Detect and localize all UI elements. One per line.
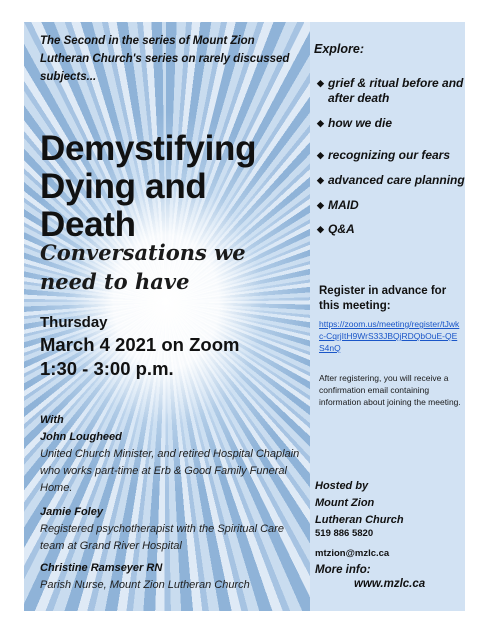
email-address: mtzion@mzlc.ca <box>315 548 390 559</box>
title-line: Dying and <box>40 167 207 206</box>
bullet-icon: ◆ <box>317 200 324 210</box>
topic-text: advanced care planning <box>328 173 465 187</box>
subtitle-line: need to have <box>40 269 190 294</box>
bullet-icon: ◆ <box>317 78 324 88</box>
host-name <box>315 478 463 529</box>
bullet-icon: ◆ <box>317 224 324 234</box>
topic-text: recognizing our fears <box>328 148 451 162</box>
host-line: Lutheran Church <box>315 514 404 526</box>
presenter-description: Registered psychotherapist with the Spiritual Care team at Grand River Hospital <box>40 523 284 552</box>
title-line: Death <box>40 205 136 244</box>
presenter-description: United Church Minister, and retired Hospital Chaplain who works part-time at Erb & Good Family Funeral Home. <box>40 448 300 494</box>
phone-number: 519 886 5820 <box>315 528 374 539</box>
registration-note: After registering, you will receive a confirmation email containing information about joining the meeting. <box>319 373 461 407</box>
host-line: Mount Zion <box>315 497 375 509</box>
subtitle-line: Conversations we <box>40 240 246 265</box>
presenter-description: Parish Nurse, Mount Zion Lutheran Church <box>40 579 250 591</box>
host-line: Hosted by <box>315 480 369 492</box>
presenter-name: Jamie Foley <box>40 506 103 518</box>
website-url: www.mzlc.ca <box>354 578 426 590</box>
event-day: Thursday <box>40 314 108 331</box>
flyer <box>24 22 465 611</box>
event-title <box>40 130 308 244</box>
topic-item <box>316 148 465 163</box>
topic-text: how we die <box>328 116 393 130</box>
bullet-icon: ◆ <box>317 118 324 128</box>
topic-text: grief & ritual before and after death <box>328 76 464 105</box>
event-date: March 4 2021 on Zoom <box>40 334 240 355</box>
register-heading: Register in advance for this meeting: <box>319 285 447 312</box>
bullet-icon: ◆ <box>317 150 324 160</box>
with-label: With <box>40 414 64 426</box>
event-subtitle <box>40 238 308 296</box>
more-info-label: More info: <box>315 564 371 576</box>
topic-item <box>316 198 465 213</box>
topic-item <box>316 116 465 131</box>
registration-link[interactable]: https://zoom.us/meeting/register/tJwkc-CqrjItH9WrS33JBQjRDQbOuE-QES4nQ <box>319 319 460 353</box>
series-intro: The Second in the series of Mount Zion Lutheran Church's series on rarely discussed subjects... <box>40 35 290 83</box>
explore-label: Explore: <box>314 42 365 56</box>
topic-item <box>316 76 465 106</box>
topic-list <box>316 76 465 237</box>
topic-text: MAID <box>328 198 359 212</box>
bullet-icon: ◆ <box>317 175 324 185</box>
presenter-name: John Lougheed <box>40 431 122 443</box>
topic-item <box>316 173 465 188</box>
event-time: 1:30 - 3:00 p.m. <box>40 358 174 379</box>
title-line: Demystifying <box>40 129 257 168</box>
topic-text: Q&A <box>328 222 355 236</box>
topic-item <box>316 222 465 237</box>
presenter-name: Christine Ramseyer RN <box>40 562 163 574</box>
